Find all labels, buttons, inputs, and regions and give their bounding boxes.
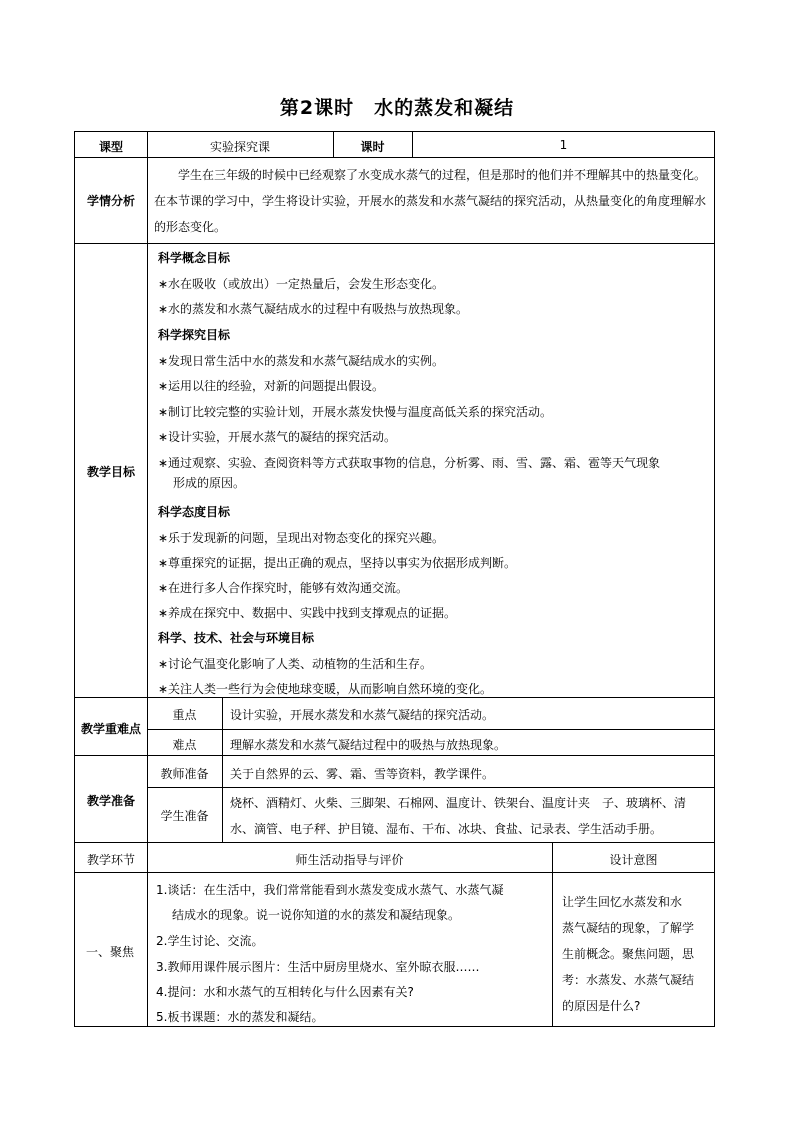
- goals-label: 教学目标: [86, 465, 135, 479]
- stage1-label: 一、聚焦: [86, 945, 135, 959]
- goal-item: ∗讨论气温变化影响了人类、动植物的生活和生存。: [158, 657, 433, 671]
- activity-item: 5.板书课题：水的蒸发和凝结。: [156, 1010, 324, 1024]
- inquiry-goal-title: 科学探究目标: [158, 328, 231, 342]
- activity-header: 师生活动指导与评价: [295, 853, 404, 867]
- goal-item: ∗尊重探究的证据，提出正确的观点，坚持以事实为依据形成判断。: [158, 556, 517, 570]
- teacher-prep-text: 关于自然界的云、雾、霜、雪等资料，教学课件。: [230, 767, 495, 781]
- page-title: 第2课时 水的蒸发和凝结: [279, 97, 515, 119]
- goal-item: ∗通过观察、实验、查阅资料等方式获取事物的信息，分析雾、雨、雪、露、霜、雹等天气现象: [158, 456, 661, 470]
- intent-line: 生前概念。聚焦问题，思: [562, 947, 695, 961]
- course-type-value: 实验探究课: [209, 140, 270, 154]
- key-point-label: 重点: [172, 708, 197, 722]
- intent-line: 考：水蒸发、水蒸气凝结: [562, 973, 695, 987]
- analysis-text: 学生在三年级的时候中已经观察了水变成水蒸气的过程，但是那时的他们并不理解其中的热量变化。在本节课的学习中，学生将设计实验，开展水的蒸发和水蒸气凝结的探究活动，从热量变化的角度理解水的形态变化。: [154, 168, 707, 234]
- teacher-prep-label: 教师准备: [160, 767, 209, 781]
- sts-goal-title: 科学、技术、社会与环境目标: [158, 631, 315, 645]
- activity-item: 2.学生讨论、交流。: [156, 934, 264, 948]
- goal-item-continued: 形成的原因。: [173, 476, 246, 490]
- intent-line: 让学生回忆水蒸发和水: [562, 895, 683, 909]
- goal-item: ∗运用以往的经验，对新的问题提出假设。: [158, 379, 385, 393]
- activity-item: 3.教师用课件展示图片：生活中厨房里烧水、室外晾衣服……: [156, 960, 480, 974]
- difficult-point-label: 难点: [172, 738, 197, 752]
- goal-item: ∗乐于发现新的问题，呈现出对物态变化的探究兴趣。: [158, 531, 445, 545]
- lesson-plan-table: [74, 131, 715, 1027]
- preparation-label: 教学准备: [86, 794, 135, 808]
- student-prep-text-line2: 水、滴管、电子秤、护目镜、湿布、干布、冰块、食盐、记录表、学生活动手册。: [230, 822, 663, 836]
- concept-goal-title: 科学概念目标: [158, 251, 231, 265]
- difficult-point-text: 理解水蒸发和水蒸气凝结过程中的吸热与放热现象。: [230, 738, 507, 752]
- goal-item: ∗水在吸收（或放出）一定热量后，会发生形态变化。: [158, 277, 445, 291]
- goal-item: ∗发现日常生活中水的蒸发和水蒸气凝结成水的实例。: [158, 354, 445, 368]
- goal-item: ∗养成在探究中、数据中、实践中找到支撑观点的证据。: [158, 606, 457, 620]
- key-points-label: 教学重难点: [80, 722, 141, 736]
- goal-item: ∗水的蒸发和水蒸气凝结成水的过程中有吸热与放热现象。: [158, 302, 469, 316]
- student-prep-label: 学生准备: [160, 809, 209, 823]
- key-point-text: 设计实验，开展水蒸发和水蒸气凝结的探究活动。: [230, 708, 495, 722]
- class-hours-value: 1: [559, 138, 568, 152]
- course-type-label: 课型: [98, 140, 123, 154]
- intent-header: 设计意图: [609, 853, 658, 867]
- goal-item: ∗关注人类一些行为会使地球变暖，从而影响自然环境的变化。: [158, 682, 493, 696]
- goal-item: ∗设计实验，开展水蒸气的凝结的探究活动。: [158, 430, 397, 444]
- activity-item: 1.谈话：在生活中，我们常常能看到水蒸发变成水蒸气、水蒸气凝: [156, 883, 504, 897]
- class-hours-label: 课时: [360, 140, 385, 154]
- goal-item: ∗在进行多人合作探究时，能够有效沟通交流。: [158, 581, 409, 595]
- intent-line: 的原因是什么?: [562, 999, 641, 1013]
- student-prep-text-line1: 烧杯、酒精灯、火柴、三脚架、石棉网、温度计、铁架台、温度计夹 子、玻璃杯、清: [230, 796, 687, 810]
- goal-item: ∗制订比较完整的实验计划，开展水蒸发快慢与温度高低关系的探究活动。: [158, 405, 553, 419]
- attitude-goal-title: 科学态度目标: [158, 505, 231, 519]
- activity-item-continued: 结成水的现象。说一说你知道的水的蒸发和凝结现象。: [172, 908, 461, 922]
- analysis-label: 学情分析: [86, 194, 135, 208]
- activity-item: 4.提问：水和水蒸气的互相转化与什么因素有关?: [156, 985, 414, 999]
- intent-line: 蒸气凝结的现象，了解学: [562, 921, 695, 935]
- stage-header: 教学环节: [86, 853, 135, 867]
